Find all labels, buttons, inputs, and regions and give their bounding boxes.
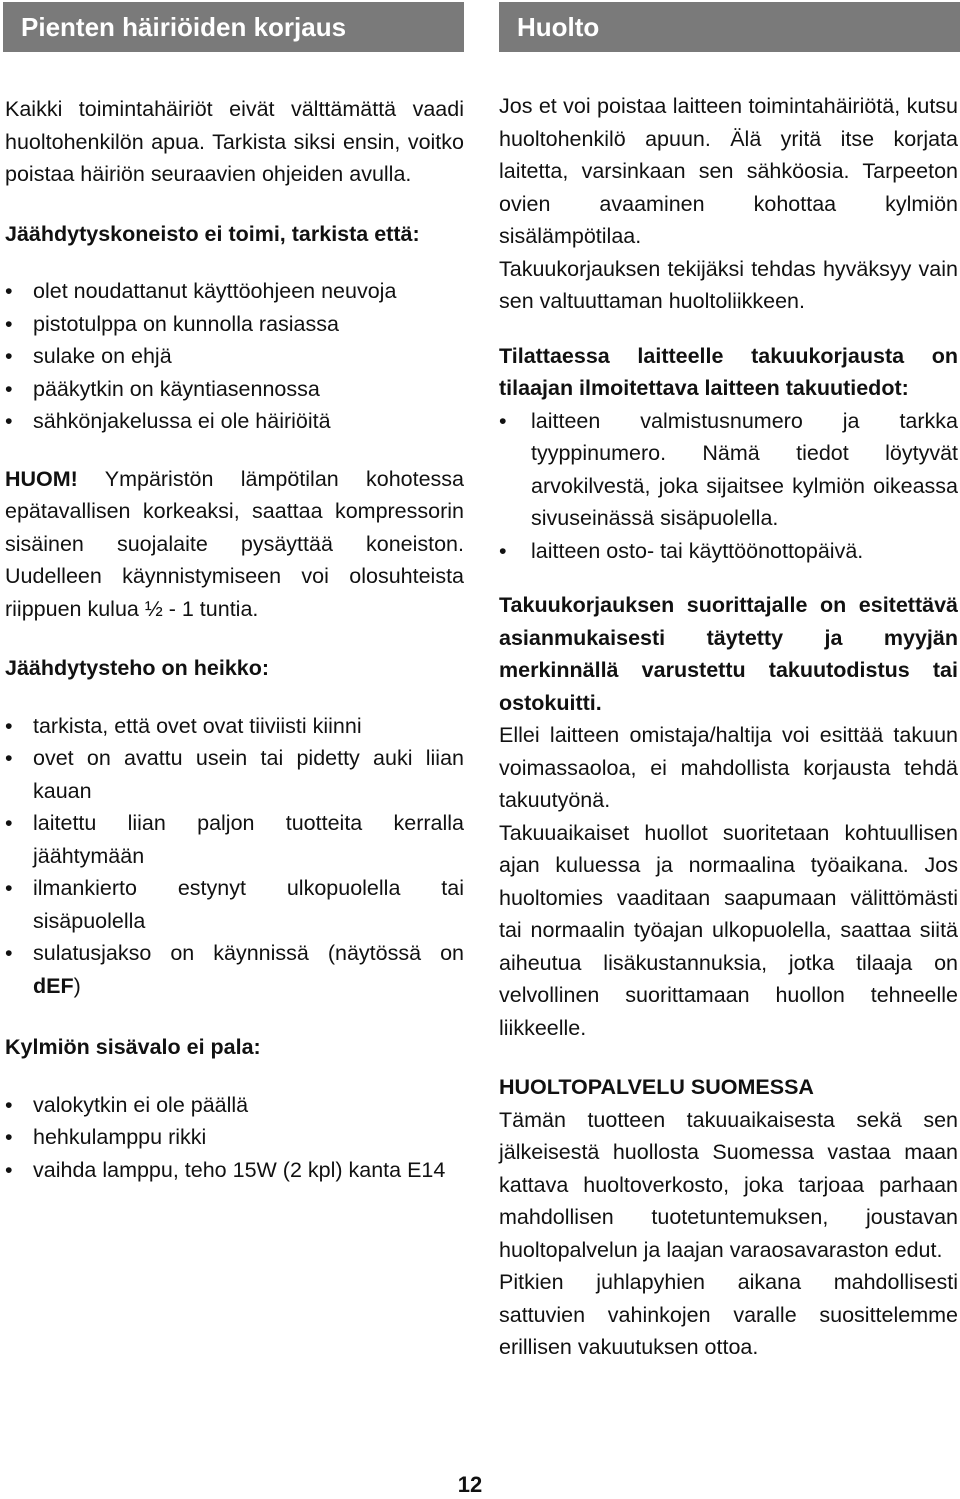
section-heading: Jäähdytysteho on heikko: <box>5 656 270 680</box>
note-label: HUOM! <box>5 466 78 491</box>
display-code: dEF <box>33 973 74 998</box>
intro-paragraph: Kaikki toimintahäiriöt eivät välttämättä vaadi huoltohenkilön apua. Tarkista siksi ensin, voitko poistaa häiriön seuraavien ohjeiden avulla. <box>5 97 464 186</box>
list-item: • ilmankierto estynyt ulkopuolella tai sisäpuolella <box>5 872 464 937</box>
note-text: Ympäristön lämpötilan kohotessa epätavallisen korkeaksi, saattaa kompressorin sisäinen suojalaite pysäyttää koneiston. Uudelleen käynnistymiseen voi olosuhteista riippuen kulua ½ - 1 tuntia. <box>5 466 464 621</box>
bullet-list <box>5 1089 464 1187</box>
note-paragraph <box>5 463 464 626</box>
intro-paragraph: Takuukorjauksen tekijäksi tehdas hyväksyy vain sen valtuuttaman huoltoliikkeen. <box>499 256 958 313</box>
list-item <box>5 937 464 1002</box>
list-item: • hehkulamppu rikki <box>5 1121 464 1154</box>
list-item: • tarkista, että ovet ovat tiiviisti kiinni <box>5 710 464 743</box>
header-title: Huolto <box>517 12 600 42</box>
section-header-troubleshooting <box>3 2 464 52</box>
service-paragraph: Pitkien juhlapyhien aikana mahdollisesti sattuvien vahinkojen varalle suosittelemme erillisen vakuutuksen ottoa. <box>499 1270 958 1359</box>
warranty-paragraph: Takuuaikaiset huollot suoritetaan kohtuullisen ajan kuluessa ja normaalina työaikana. Jos huoltomies vaaditaan saapumaan välittömästi tai normaalin työajan ulkopuolella, saattaa siitä aiheutua lisäkustannuksia, jotka tilaaja on velvollinen suorittamaan huollon tehneelle liikkeelle. <box>499 820 958 1040</box>
left-column <box>5 93 464 1186</box>
list-item: • laitteen valmistusnumero ja tarkka tyyppinumero. Nämä tiedot löytyvät arvokilvestä, joka sijaitsee kylmiön oikeassa sivuseinässä sisäpuolella. <box>499 405 958 535</box>
section-heading: HUOLTOPALVELU SUOMESSA <box>499 1075 814 1099</box>
list-item: • laitettu liian paljon tuotteita kerralla jäähtymään <box>5 807 464 872</box>
section-header-service <box>499 2 960 52</box>
section-heading: Kylmiön sisävalo ei pala: <box>5 1035 261 1059</box>
warranty-notice: Takuukorjauksen suorittajalle on esitettävä asianmukaisesti täytetty ja myyjän merkinnällä varustettu takuutodistus tai ostokuitti. <box>499 593 958 715</box>
list-item: • valokytkin ei ole päällä <box>5 1089 464 1122</box>
list-item: • vaihda lamppu, teho 15W (2 kpl) kanta E14 <box>5 1154 464 1187</box>
bullet-list <box>5 710 464 1003</box>
list-item: • pistotulppa on kunnolla rasiassa <box>5 308 464 341</box>
list-item: • sulake on ehjä <box>5 340 464 373</box>
list-item: • ovet on avattu usein tai pidetty auki liian kauan <box>5 742 464 807</box>
list-item: • pääkytkin on käyntiasennossa <box>5 373 464 406</box>
header-title: Pienten häiriöiden korjaus <box>21 12 347 42</box>
warranty-paragraph: Ellei laitteen omistaja/haltija voi esittää takuun voimassaoloa, ei mahdollista korjausta tehdä takuutyönä. <box>499 723 958 812</box>
bullet-list <box>499 405 958 568</box>
section-heading: Tilattaessa laitteelle takuukorjausta on tilaajan ilmoitettava laitteen takuutiedot: <box>499 343 958 400</box>
bullet-list <box>5 275 464 438</box>
right-column <box>499 90 958 1364</box>
intro-paragraph: Jos et voi poistaa laitteen toimintahäiriötä, kutsu huoltohenkilö apuun. Älä yritä itse korjata laitetta, varsinkaan sen sähköosia. Tarpeeton ovien avaaminen kohottaa kylmiön sisälämpötilaa. <box>499 94 958 248</box>
page-number: 12 <box>457 1472 483 1497</box>
service-paragraph: Tämän tuotteen takuuaikaisesta sekä sen jälkeisestä huollosta Suomessa vastaa maan kattava huoltoverkosto, joka tarjoaa parhaan mahdollisen tuotetuntemuksen, joustavan huoltopalvelun ja laajan varaosavaraston edut. <box>499 1107 958 1262</box>
list-item: • laitteen osto- tai käyttöönottopäivä. <box>499 535 958 568</box>
list-item: • sähkönjakelussa ei ole häiriöitä <box>5 405 464 438</box>
list-item-text: sulatusjakso on käynnissä (näytössä on <box>33 941 464 965</box>
section-heading: Jäähdytyskoneisto ei toimi, tarkista että: <box>5 221 420 246</box>
list-item: • olet noudattanut käyttöohjeen neuvoja <box>5 275 464 308</box>
list-item-end: ) <box>73 973 81 998</box>
